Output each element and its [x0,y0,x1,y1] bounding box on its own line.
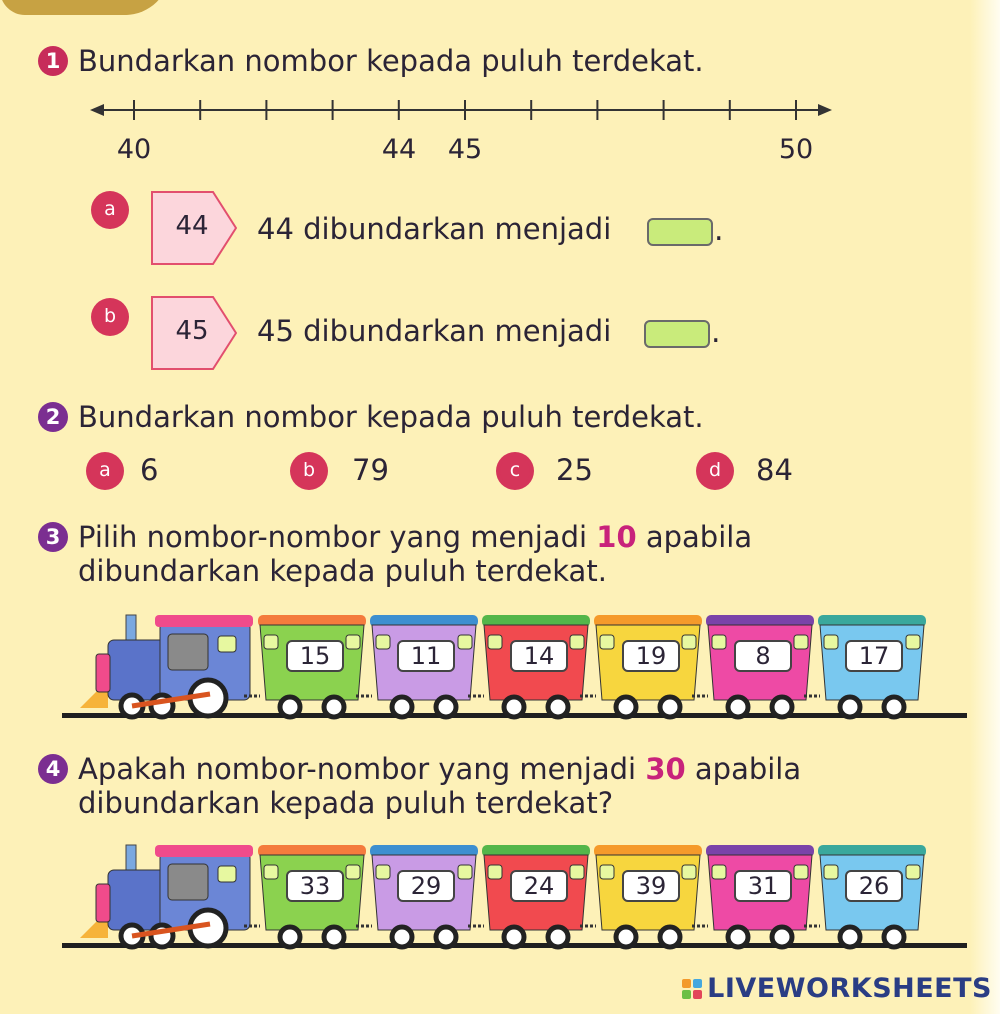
engine-window [168,634,208,670]
car-wheel-2-2 [436,697,456,717]
part-a-badge: a [95,195,125,225]
car-wheel-4-2 [660,697,680,717]
q2-b-value: 79 [352,453,389,487]
part-a-answer-box[interactable] [647,218,713,246]
part-b-period: . [711,315,721,350]
car-light-left-1 [264,865,278,879]
part-b-answer-box[interactable] [644,320,710,348]
car-light-right-3 [570,635,584,649]
number-card-45-text: 45 [175,316,209,346]
q2-b-badge: b [294,456,324,486]
car-wheel-3-1 [504,927,524,947]
q4-number-3[interactable]: 24 [510,870,568,902]
part-b-badge: b [95,302,125,332]
car-light-left-2 [376,635,390,649]
question-2-title [38,400,704,434]
train-q3 [0,610,1000,730]
question-3-text [78,520,752,588]
q3-number-3[interactable]: 14 [510,640,568,672]
question-3-text-line2: dibundarkan kepada puluh terdekat. [78,554,607,588]
car-light-left-3 [488,635,502,649]
car-light-right-4 [682,635,696,649]
liveworksheets-logo [682,973,992,1004]
car-light-right-4 [682,865,696,879]
car-light-right-6 [906,635,920,649]
liveworksheets-icon [682,979,702,999]
number-card-45 [151,296,237,370]
car-wheel-6-2 [884,697,904,717]
number-line-left-arrow [90,104,104,116]
q4-number-4[interactable]: 39 [622,870,680,902]
question-4-target: 30 [645,752,686,786]
train-q4 [0,840,1000,960]
question-4-badge: 4 [38,754,68,784]
q2-a-value: 6 [140,453,159,487]
question-4-text-line2: dibundarkan kepada puluh terdekat? [78,786,614,820]
car-wheel-2-2 [436,927,456,947]
car-light-right-3 [570,865,584,879]
car-wheel-3-2 [548,927,568,947]
q3-number-6[interactable]: 17 [845,640,903,672]
q2-c-value: 25 [556,453,593,487]
car-light-left-5 [712,865,726,879]
number-line-label-44: 44 [381,134,417,165]
engine-window [168,864,208,900]
engine-front [96,654,110,692]
car-light-right-5 [794,635,808,649]
car-light-right-2 [458,865,472,879]
engine-roof [155,845,253,857]
car-wheel-3-2 [548,697,568,717]
car-wheel-6-1 [840,697,860,717]
q4-number-2[interactable]: 29 [397,870,455,902]
part-b-sentence: 45 dibundarkan menjadi [257,314,612,348]
q2-a-badge: a [90,456,120,486]
number-line-label-45: 45 [447,134,483,165]
number-line-label-40: 40 [116,134,152,165]
car-light-right-1 [346,635,360,649]
q2-d-badge: d [700,456,730,486]
car-light-left-6 [824,635,838,649]
q4-number-1[interactable]: 33 [286,870,344,902]
engine-front [96,884,110,922]
car-light-left-4 [600,865,614,879]
engine-light [218,636,236,652]
question-2-text: Bundarkan nombor kepada puluh terdekat. [78,400,704,434]
q3-number-1[interactable]: 15 [286,640,344,672]
question-3-target: 10 [596,520,637,554]
q3-number-4[interactable]: 19 [622,640,680,672]
engine-light [218,866,236,882]
number-line-label-50: 50 [778,134,814,165]
car-wheel-2-1 [392,697,412,717]
liveworksheets-text: LIVEWORKSHEETS [707,973,992,1004]
car-wheel-3-1 [504,697,524,717]
car-light-left-4 [600,635,614,649]
q3-number-5[interactable]: 8 [734,640,792,672]
question-1-title [38,44,704,78]
car-wheel-1-2 [324,927,344,947]
question-3-text-after: apabila [636,520,753,554]
question-1-badge: 1 [38,46,68,76]
question-3-badge: 3 [38,522,68,552]
question-3-title [38,520,752,588]
car-light-left-2 [376,865,390,879]
car-light-left-5 [712,635,726,649]
car-light-left-3 [488,865,502,879]
car-wheel-1-1 [280,927,300,947]
question-2-badge: 2 [38,402,68,432]
q4-number-6[interactable]: 26 [845,870,903,902]
car-wheel-6-2 [884,927,904,947]
number-line [90,90,850,170]
question-1-text: Bundarkan nombor kepada puluh terdekat. [78,44,704,78]
engine-roof [155,615,253,627]
car-light-left-1 [264,635,278,649]
question-4-title [38,752,801,820]
top-decoration [0,0,170,15]
q4-number-5[interactable]: 31 [734,870,792,902]
number-line-right-arrow [818,104,832,116]
question-4-text-after: apabila [685,752,802,786]
car-wheel-6-1 [840,927,860,947]
q2-c-badge: c [500,456,530,486]
car-light-right-6 [906,865,920,879]
car-light-right-1 [346,865,360,879]
part-a-sentence: 44 dibundarkan menjadi [257,212,612,246]
car-wheel-5-1 [728,697,748,717]
number-card-44-text: 44 [175,211,209,241]
car-wheel-2-1 [392,927,412,947]
car-light-left-6 [824,865,838,879]
car-wheel-4-1 [616,927,636,947]
car-wheel-1-1 [280,697,300,717]
car-wheel-4-1 [616,697,636,717]
question-3-text-before: Pilih nombor-nombor yang menjadi [78,520,597,554]
car-wheel-4-2 [660,927,680,947]
q3-number-2[interactable]: 11 [397,640,455,672]
number-card-44 [151,191,237,265]
car-light-right-2 [458,635,472,649]
car-light-right-5 [794,865,808,879]
question-4-text-before: Apakah nombor-nombor yang menjadi [78,752,646,786]
question-4-text [78,752,801,820]
q2-d-value: 84 [756,453,793,487]
part-a-period: . [714,213,724,248]
car-wheel-5-2 [772,697,792,717]
car-wheel-5-2 [772,927,792,947]
car-wheel-5-1 [728,927,748,947]
car-wheel-1-2 [324,697,344,717]
